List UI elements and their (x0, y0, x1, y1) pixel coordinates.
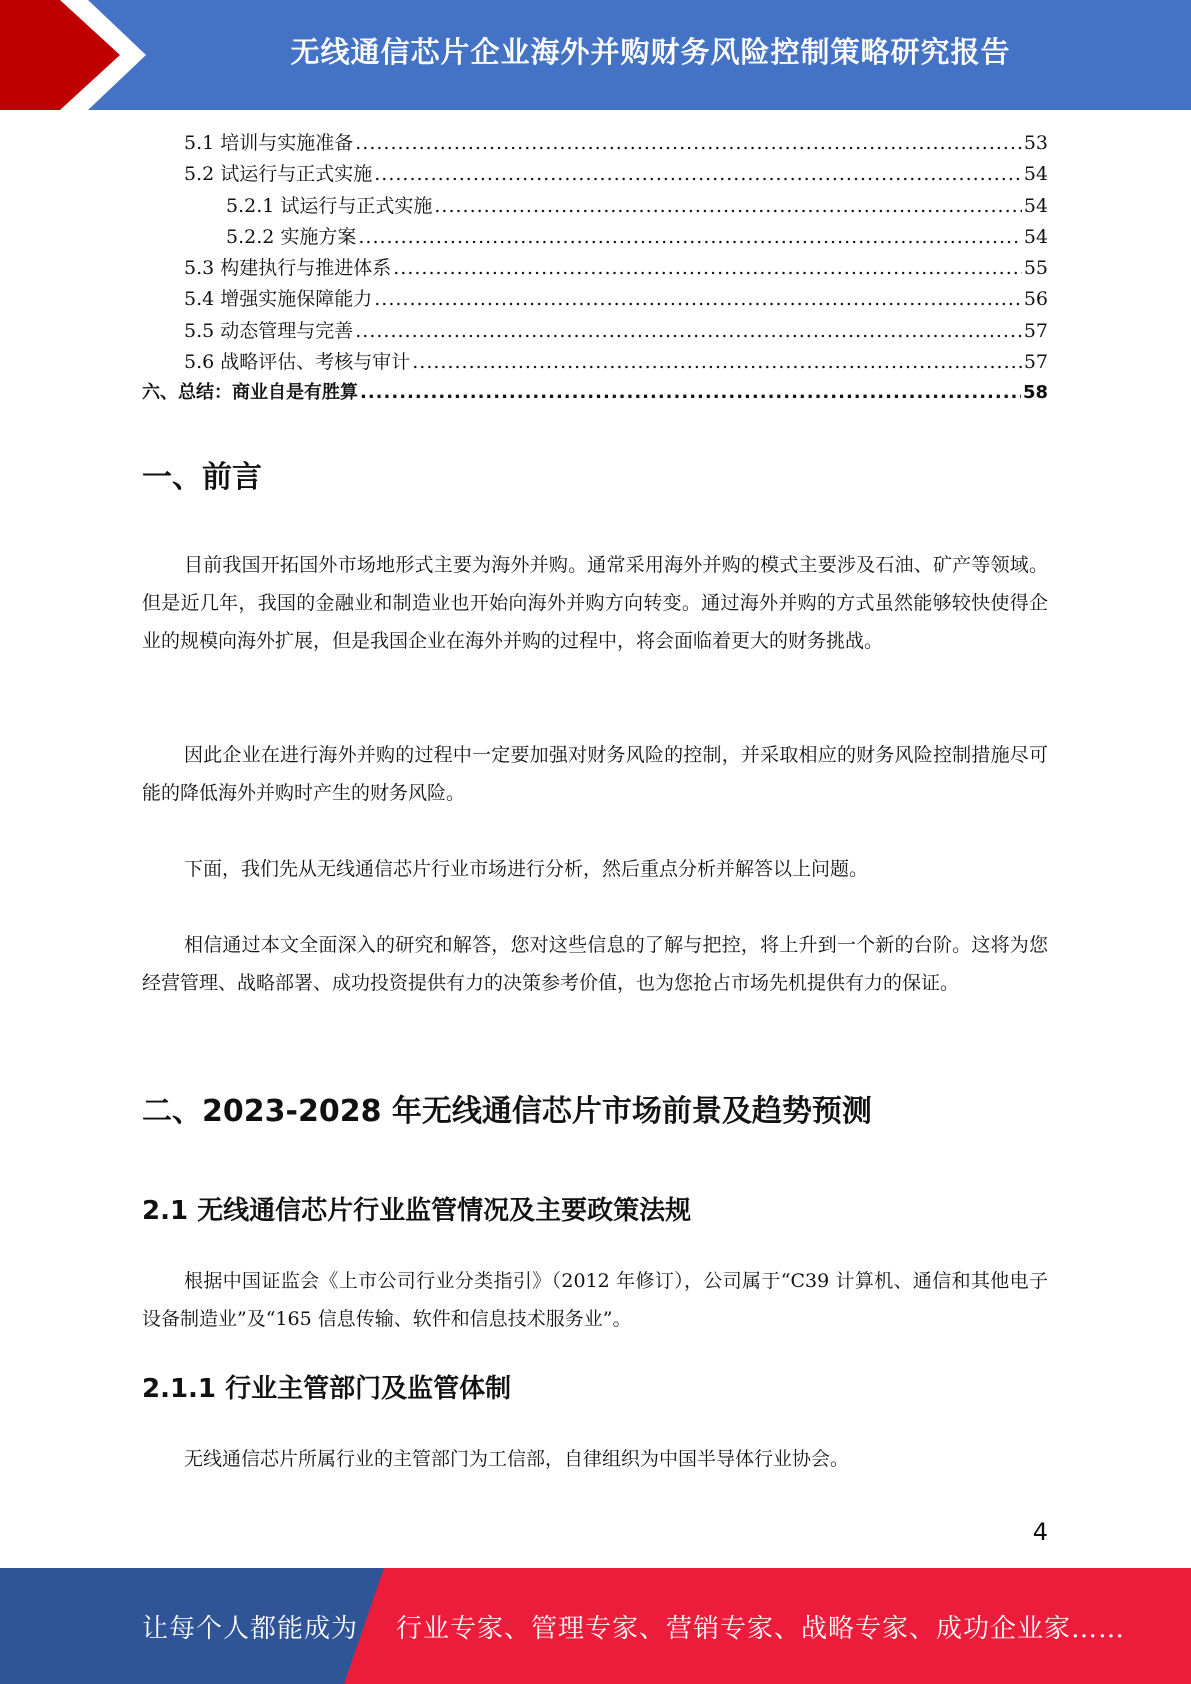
header-banner (0, 0, 1191, 110)
toc-dot-leader (412, 351, 1022, 373)
paragraph: 相信通过本文全面深入的研究和解答，您对这些信息的了解与把控，将上升到一个新的台阶。这将为您经营管理、战略部署、成功投资提供有力的决策参考价值，也为您抢占市场先机提供有力的保证。 (142, 934, 1048, 994)
section-heading-market-outlook: 二、2023-2028 年无线通信芯片市场前景及趋势预测 (142, 1094, 872, 1129)
toc-entry-page: 54 (1023, 163, 1048, 186)
paragraph: 下面，我们先从无线通信芯片行业市场进行分析，然后重点分析并解答以上问题。 (184, 858, 869, 880)
toc-entry[interactable] (142, 191, 1048, 222)
toc-dot-leader (434, 195, 1021, 217)
toc-dot-leader (355, 132, 1022, 154)
page-number: 4 (1032, 1518, 1048, 1546)
toc-entry-page: 56 (1023, 288, 1048, 311)
toc-entry-label: 5.3 构建执行与推进体系 (184, 257, 392, 280)
header-arrow-decoration (0, 0, 150, 110)
toc-entry-label: 5.2 试运行与正式实施 (184, 163, 373, 186)
section-heading-preface: 一、前言 (142, 460, 262, 495)
toc-dot-leader (374, 163, 1022, 185)
toc-entry-label: 5.1 培训与实施准备 (184, 132, 354, 154)
toc-entry-page: 54 (1023, 225, 1048, 248)
toc-entry[interactable] (142, 347, 1048, 378)
toc-entry-label: 5.2.2 实施方案 (226, 225, 357, 248)
paragraph: 无线通信芯片所属行业的主管部门为工信部，自律组织为中国半导体行业协会。 (184, 1448, 850, 1470)
table-of-contents (142, 128, 1048, 410)
toc-entry[interactable] (142, 316, 1048, 347)
paragraph: 目前我国开拓国外市场地形式主要为海外并购。通常采用海外并购的模式主要涉及石油、矿产等领域。但是近几年，我国的金融业和制造业也开始向海外并购方向转变。通过海外并购的方式虽然能够较快使得企业的规模向海外扩展，但是我国企业在海外并购的过程中，将会面临着更大的财务挑战。 (142, 554, 1048, 652)
toc-entry-page: 58 (1022, 382, 1048, 404)
subsection-heading: 2.1 无线通信芯片行业监管情况及主要政策法规 (142, 1196, 692, 1226)
toc-entry[interactable] (142, 253, 1048, 284)
toc-entry-label: 六、总结：商业自是有胜算 (142, 382, 358, 404)
toc-dot-leader (360, 382, 1021, 403)
toc-entry-label: 5.5 动态管理与完善 (184, 319, 354, 342)
footer-slogan-left: 让每个人都能成为 (142, 1613, 359, 1644)
toc-entry-page: 54 (1023, 194, 1048, 217)
toc-dot-leader (374, 288, 1022, 310)
toc-entry-label: 5.2.1 试运行与正式实施 (226, 194, 433, 217)
toc-entry-page: 55 (1023, 257, 1048, 280)
toc-entry-label: 5.6 战略评估、考核与审计 (184, 351, 411, 374)
toc-entry-page: 57 (1023, 319, 1048, 342)
footer-banner (0, 1568, 1191, 1684)
toc-dot-leader (355, 320, 1022, 342)
toc-entry[interactable] (142, 159, 1048, 190)
paragraph: 根据中国证监会《上市公司行业分类指引》（2012 年修订），公司属于“C39 计算机、通信和其他电子设备制造业”及“165 信息传输、软件和信息技术服务业”。 (142, 1270, 1048, 1330)
report-title: 无线通信芯片企业海外并购财务风险控制策略研究报告 (290, 34, 1011, 69)
toc-entry-page: 57 (1023, 351, 1048, 374)
toc-dot-leader (393, 257, 1022, 279)
toc-entry[interactable] (142, 284, 1048, 315)
toc-entry-page: 53 (1023, 132, 1048, 154)
toc-entry-label: 5.4 增强实施保障能力 (184, 288, 373, 311)
toc-entry[interactable] (142, 222, 1048, 253)
toc-entry[interactable] (142, 128, 1048, 159)
toc-dot-leader (358, 226, 1021, 248)
paragraph: 因此企业在进行海外并购的过程中一定要加强对财务风险的控制，并采取相应的财务风险控制措施尽可能的降低海外并购时产生的财务风险。 (142, 744, 1048, 804)
footer-slogan-right: 行业专家、管理专家、营销专家、战略专家、成功企业家…… (396, 1613, 1126, 1644)
toc-entry[interactable] (142, 378, 1048, 409)
subsection-heading: 2.1.1 行业主管部门及监管体制 (142, 1374, 512, 1404)
